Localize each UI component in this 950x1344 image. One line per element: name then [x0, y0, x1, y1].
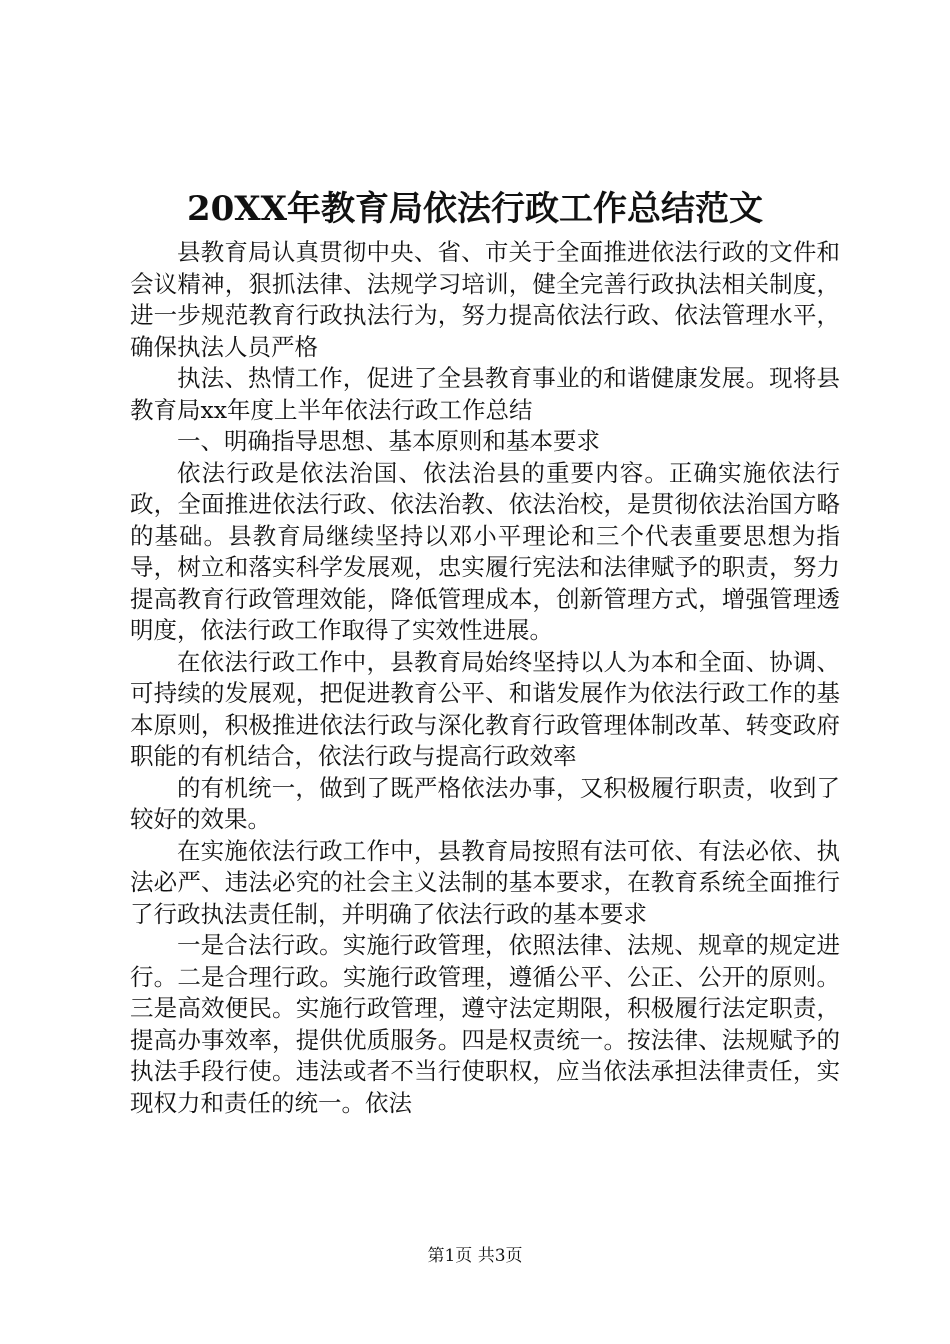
paragraph-basis: 依法行政是依法治国、依法治县的重要内容。正确实施依法行政，全面推进依法行政、依法治教、依法治校，是贯彻依法治国方略的基础。县教育局继续坚持以邓小平理论和三个代表重要思想为指导，树立和落实科学发展观，忠实履行宪法和法律赋予的职责，努力提高教育行政管理效能，降低管理成本，创新管理方式，增强管理透明度，依法行政工作取得了实效性进展。 [130, 458, 840, 644]
document-body [130, 237, 840, 1119]
section-heading-1: 一、明确指导思想、基本原则和基本要求 [177, 427, 600, 455]
paragraph-principles-continued: 的有机统一，做到了既严格依法办事，又积极履行职责，收到了较好的效果。 [130, 773, 840, 833]
paragraph-intro-continued: 执法、热情工作，促进了全县教育事业的和谐健康发展。现将县教育局xx年度上半年依法行政工作总结 [130, 364, 840, 424]
page-number-footer: 第1页 共3页 [427, 1246, 523, 1266]
paragraph-principles: 在依法行政工作中，县教育局始终坚持以人为本和全面、协调、可持续的发展观，把促进教育公平、和谐发展作为依法行政工作的基本原则，积极推进依法行政与深化教育行政管理体制改革、转变政府职能的有机结合，依法行政与提高行政效率 [130, 647, 840, 770]
paragraph-requirements: 在实施依法行政工作中，县教育局按照有法可依、有法必依、执法必严、违法必究的社会主义法制的基本要求，在教育系统全面推行了行政执法责任制，并明确了依法行政的基本要求 [130, 836, 840, 928]
document-title: 20XX年教育局依法行政工作总结范文 [186, 189, 764, 229]
paragraph-requirement-list: 一是合法行政。实施行政管理，依照法律、法规、规章的规定进行。二是合理行政。实施行政管理，遵循公平、公正、公开的原则。三是高效便民。实施行政管理，遵守法定期限，积极履行法定职责，提高办事效率，提供优质服务。四是权责统一。按法律、法规赋予的执法手段行使。违法或者不当行使职权，应当依法承担法律责任，实现权力和责任的统一。依法 [130, 931, 840, 1117]
paragraph-intro: 县教育局认真贯彻中央、省、市关于全面推进依法行政的文件和会议精神，狠抓法律、法规学习培训，健全完善行政执法相关制度，进一步规范教育行政执法行为，努力提高依法行政、依法管理水平，确保执法人员严格 [130, 238, 840, 361]
